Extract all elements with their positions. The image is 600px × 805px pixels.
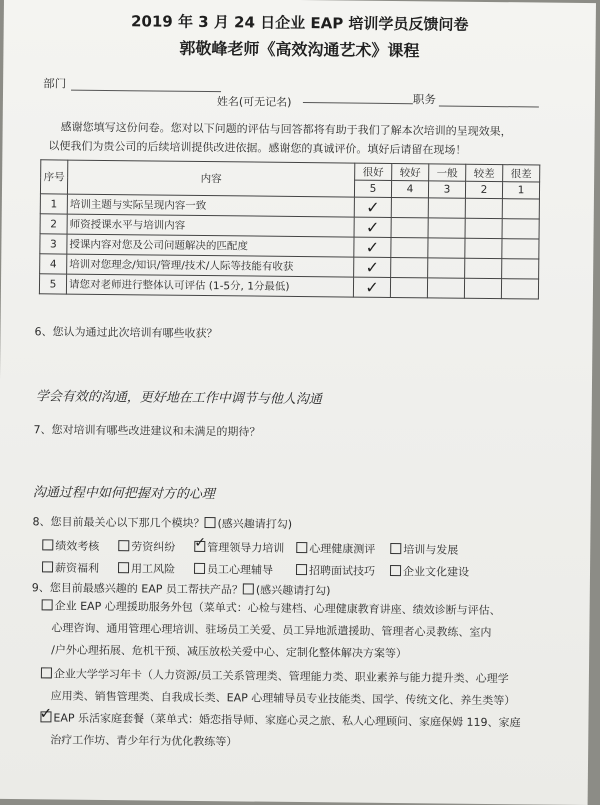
check-icon[interactable]: ✓ <box>353 277 390 297</box>
question-7: 7、您对培训有哪些改进建议和未满足的期待？ <box>33 423 261 439</box>
header-score-num: 5 <box>354 180 391 197</box>
option-performance[interactable] <box>42 537 99 554</box>
check-icon[interactable]: ✓ <box>354 197 391 217</box>
check-icon: ✓ <box>194 534 207 552</box>
check-icon[interactable]: ✓ <box>354 237 391 257</box>
checkbox-checked-icon[interactable] <box>39 704 53 723</box>
option-text: EAP 乐活家庭套餐（菜单式：婚恋指导师、家庭心灵之旅、私人心理顾问、家庭保姆 119、家庭 <box>53 711 521 730</box>
option-label: 培训与发展 <box>403 543 459 557</box>
option-label: 劳资纠纷 <box>131 540 176 554</box>
questionnaire-title: 2019 年 3 月 24 日企业 EAP 培训学员反馈问卷 <box>130 12 469 34</box>
department-label: 部门 <box>43 76 67 91</box>
table-row <box>39 274 538 299</box>
checkbox-icon[interactable] <box>41 667 52 678</box>
checkbox-icon[interactable] <box>42 599 53 610</box>
row-no: 3 <box>40 234 67 254</box>
header-score-num: 3 <box>428 181 465 198</box>
position-underline <box>439 105 539 107</box>
header-no: 序号 <box>40 160 67 194</box>
option-training-development[interactable] <box>390 541 458 558</box>
checkbox-icon[interactable] <box>243 583 254 594</box>
option-salary[interactable] <box>42 559 99 576</box>
header-score-num: 1 <box>502 182 539 199</box>
intro-line-1: 感谢您填写这份问卷。您对以下问题的评估与回答都将有助于我们了解本次培训的呈现效果， <box>60 120 512 139</box>
score-cell[interactable] <box>428 218 465 238</box>
score-cell[interactable] <box>390 277 427 297</box>
intro-line-2: 以便我们为贵公司的后续培训提供改进依据。感谢您的真诚评价。填好后请留在现场！ <box>48 139 467 157</box>
score-cell[interactable] <box>427 278 464 298</box>
score-cell[interactable] <box>465 238 502 258</box>
option-labor-dispute[interactable] <box>118 538 175 555</box>
checkbox-icon[interactable] <box>42 561 53 572</box>
option-corporate-university[interactable] <box>41 663 551 712</box>
score-cell[interactable] <box>428 238 465 258</box>
department-underline <box>71 90 221 93</box>
question-6: 6、您认为通过此次培训有哪些收获？ <box>34 325 218 341</box>
score-cell[interactable] <box>428 198 465 218</box>
option-employee-counseling[interactable] <box>194 561 273 578</box>
name-label: 姓名(可无记名) <box>216 95 292 109</box>
option-eap-outsourcing[interactable] <box>41 595 552 666</box>
question-8 <box>32 513 292 532</box>
score-cell[interactable] <box>465 258 502 278</box>
option-label: 员工心理辅导 <box>206 563 274 577</box>
checkbox-icon[interactable] <box>118 540 129 551</box>
option-label: 绩效考核 <box>55 539 100 553</box>
score-cell[interactable] <box>465 198 502 218</box>
header-score-label: 很好 <box>355 163 392 180</box>
course-title: 郭敬峰老师《高效沟通艺术》课程 <box>179 38 420 61</box>
header-score-label: 一般 <box>429 164 466 181</box>
header-content: 内容 <box>67 160 354 197</box>
score-cell[interactable] <box>428 258 465 278</box>
question-9-text: 9、您目前最感兴趣的 EAP 员工帮扶产品？ <box>31 581 243 597</box>
option-text: 应用类、销售管理类、自我成长类、EAP 心理辅导员专业技能类、国学、传统文化、养生类等） <box>50 689 516 708</box>
option-label: 心理健康测评 <box>309 542 376 556</box>
checkbox-icon[interactable] <box>204 517 215 528</box>
table-header-row <box>41 160 540 182</box>
position-label: 职务 <box>412 92 437 107</box>
name-underline <box>303 102 413 104</box>
option-label: 薪资福利 <box>54 561 100 575</box>
score-cell[interactable] <box>502 259 539 279</box>
checkbox-icon[interactable] <box>42 539 53 550</box>
option-text: 治疗工作坊、青少年行为优化教练等） <box>50 733 238 749</box>
question-8-hint: (感兴趣请打勾) <box>217 517 293 531</box>
option-text: 企业 EAP 心理援助服务外包（菜单式：心检与建档、心理健康教育讲座、绩效诊断与评估、 <box>54 599 501 618</box>
row-text: 培训主题与实际呈现内容一致 <box>67 194 354 217</box>
row-text: 师资授课水平与培训内容 <box>67 214 354 237</box>
row-no: 1 <box>40 194 67 214</box>
option-text: 企业大学学习年卡（人力资源/员工关系管理类、管理能力类、职业素养与能力提升类、心理学 <box>53 667 509 686</box>
option-leadership-training[interactable] <box>194 534 285 556</box>
score-cell[interactable] <box>391 257 428 277</box>
answer-6-handwriting[interactable]: 学会有效的沟通，更好地在工作中调节与他人沟通 <box>35 389 322 408</box>
row-text: 培训对您理念/知识/管理/技术/人际等技能有收获 <box>67 254 354 277</box>
score-cell[interactable] <box>391 237 428 257</box>
score-cell[interactable] <box>465 218 502 238</box>
score-cell[interactable] <box>391 197 428 217</box>
check-icon[interactable]: ✓ <box>354 217 391 237</box>
checkbox-icon[interactable] <box>296 542 307 553</box>
row-no: 2 <box>40 214 67 234</box>
score-cell[interactable] <box>464 278 501 298</box>
answer-7-handwriting[interactable]: 沟通过程中如何把握对方的心理 <box>32 485 215 503</box>
score-cell[interactable] <box>391 217 428 237</box>
option-label: 用工风险 <box>130 562 176 576</box>
header-score-label: 较好 <box>392 163 429 180</box>
score-cell[interactable] <box>502 199 539 219</box>
option-interview-skills[interactable] <box>296 562 375 579</box>
option-label: 招聘面试技巧 <box>308 564 376 578</box>
rating-table <box>39 159 540 299</box>
question-8-text: 8、您目前最关心以下那几个模块？ <box>32 515 205 531</box>
check-icon[interactable]: ✓ <box>354 257 391 277</box>
checkbox-icon[interactable] <box>390 565 401 576</box>
check-icon: ✓ <box>39 704 53 723</box>
row-text: 请您对老师进行整体认可评估 (1-5分, 1分最低) <box>66 274 353 297</box>
header-score-num: 4 <box>391 180 428 197</box>
checkbox-checked-icon[interactable] <box>194 534 207 552</box>
option-family-package[interactable] <box>39 704 550 756</box>
checkbox-icon[interactable] <box>296 564 307 575</box>
row-no: 4 <box>40 254 67 274</box>
row-no: 5 <box>39 274 66 294</box>
option-employment-risk[interactable] <box>118 560 175 577</box>
header-score-num: 2 <box>465 181 502 198</box>
option-corporate-culture[interactable] <box>390 563 469 580</box>
question-9-hint: (感兴趣请打勾) <box>255 583 331 598</box>
option-text: /户外心理拓展、危机干预、减压放松关爱中心、定制化整体解决方案等） <box>51 643 407 661</box>
header-score-label: 很差 <box>503 165 540 182</box>
option-mental-health[interactable] <box>296 540 375 557</box>
checkbox-icon[interactable] <box>390 543 401 554</box>
option-label: 管理领导力培训 <box>207 541 285 555</box>
row-text: 授课内容对您及公司问题解决的匹配度 <box>67 234 354 257</box>
option-label: 企业文化建设 <box>402 565 470 579</box>
checkbox-icon[interactable] <box>118 562 129 573</box>
header-score-label: 较差 <box>466 164 503 181</box>
score-cell[interactable] <box>502 219 539 239</box>
score-cell[interactable] <box>501 279 538 299</box>
checkbox-icon[interactable] <box>194 563 205 574</box>
score-cell[interactable] <box>502 239 539 259</box>
option-text: 心理咨询、通用管理心理培训、驻场员工关爱、员工异地派遣援助、管理者心灵教练、室内 <box>51 621 492 640</box>
